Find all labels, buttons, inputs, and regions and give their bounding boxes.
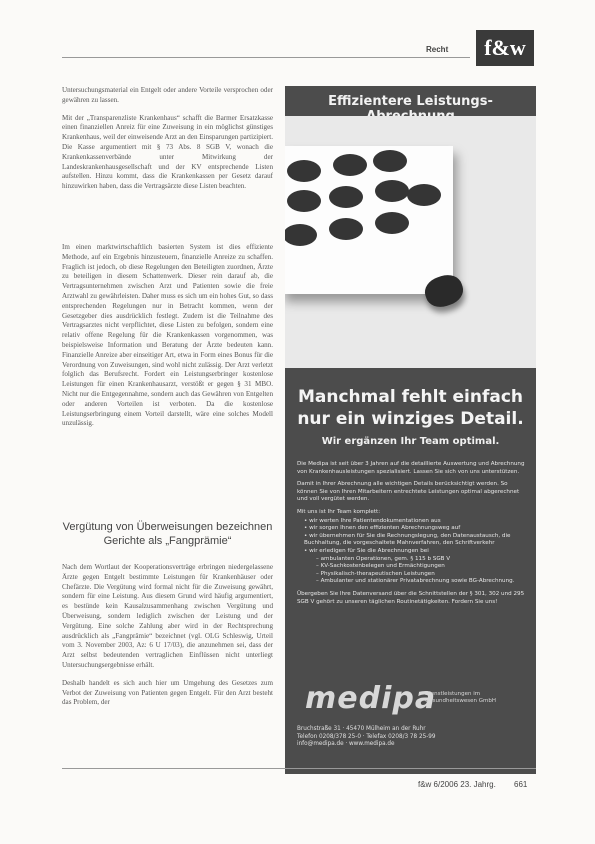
list-item: • wir erledigen für Sie die Abrechnungen bei	[304, 548, 525, 556]
ad-subline: Wir ergänzen Ihr Team optimal.	[321, 436, 500, 447]
paragraph: Nach dem Wortlaut der Kooperationsverträge erbringen niedergelassene Ärzte gegen Entgelt bestimmte Leistungen für Krankenhäuser oder Chefärzte. Die Vergütung wird formal nicht für die Zuweisung gewährt, sondern für eine Leistung. Aus diesem Grund wird häufig argumentiert, es bestünde kein Kausalzusammenhang zwischen Vergütung und Überweisung, sondern lediglich zwischen der Leistung und der Vergütung. Eine solche Zahlung aber wird in der Rechtsprechung ausdrücklich als „Fangprämie“ bezeichnet (vgl. OLG Schleswig, Urteil vom 3. November 2003, Az: 6 U 17/03), die anzunehmen sei, dass der Arzt selbst bedeutenden vertraglichen Einflüssen nicht unterliegt Untersuchungsergebnisse erhält.	[62, 563, 273, 669]
subheading: Vergütung von Überweisungen bezeichnen Gerichte als „Fangprämie“	[62, 521, 273, 547]
peg-icon	[287, 190, 321, 212]
medipa-tagline: Dienstleistungen im Gesundheitswesen GmbH	[425, 691, 497, 704]
list-item: – ambulanten Operationen, gem. § 115 b SGB V	[304, 556, 525, 564]
ad-paragraph: Übergeben Sie Ihre Datenversand über die Schnittstellen der § 301, 302 und 295 SGB V gehört zu unseren täglichen Routinetätigkeiten. Fordern Sie uns!	[297, 590, 525, 605]
peg-icon	[287, 160, 321, 182]
ad-address: Bruchstraße 31 · 45470 Mülheim an der Ruhr	[297, 726, 426, 732]
peg-icon	[333, 154, 367, 176]
ad-body	[297, 461, 525, 611]
peg-icon	[329, 218, 363, 240]
ad-web: info@medipa.de · www.medipa.de	[297, 741, 395, 748]
footer-rule	[62, 768, 536, 769]
ad-phone: Telefon 0208/378 25-0 · Telefax 0208/3 78 25-99	[297, 733, 436, 740]
peg-icon	[375, 212, 409, 234]
peg-icon	[407, 184, 441, 206]
list-item: – Ambulanter und stationärer Privatabrechnung sowie BG-Abrechnung.	[304, 578, 525, 586]
footer-issue: f&w 6/2006 23. Jahrg.	[418, 780, 496, 789]
peg-icon	[329, 186, 363, 208]
ad-contact	[297, 726, 525, 749]
body-column-top	[62, 86, 273, 200]
pegboard-image	[285, 146, 453, 294]
magazine-logo: f&w	[476, 30, 534, 66]
ad-photo-pegboard	[285, 116, 536, 368]
list-item: • wir übernehmen für Sie die Rechnungslegung, den Datenaustausch, die Buchhaltung, die vorgeschaltete Mahnverfahren, den Schriftverkehr	[304, 533, 525, 548]
page-number: 661	[514, 780, 528, 789]
list-item: • wir sorgen Ihnen den effizienten Abrechnungsweg auf	[304, 525, 525, 533]
body-column-bottom	[62, 563, 273, 716]
header-rule	[62, 57, 470, 58]
ad-slogan-line: nur ein winziges Detail.	[297, 409, 524, 429]
medipa-advertisement	[285, 86, 536, 774]
ad-paragraph: Die Medipa ist seit über 3 Jahren auf die detaillierte Auswertung und Abrechnung von Krankenhausleistungen spezialisiert. Lassen Sie sich von uns unterstützen.	[297, 461, 525, 475]
paragraph: Mit der „Transparenzliste Krankenhaus“ schafft die Barmer Ersatzkasse einen finanziellen Anreiz für eine Zuweisung in ein möglichst günstiges Krankenhaus, weil der einweisende Arzt an den Einsparungen partizipiert. Die Kasse argumentiert mit § 73 Abs. 8 SGB V, wonach die Krankenkassenverbände unter Mitwirkung der Landeskrankenhausgesellschaft und der KV entsprechende Listen aufstellen. Hinzu kommt, dass die Krankenkassen per Gesetz darauf hinzuwirken haben, dass die Vertragsärzte diese Listen beachten.	[62, 113, 273, 191]
ad-bullet-list	[297, 518, 525, 586]
ad-slogan-line: Manchmal fehlt einfach	[297, 387, 523, 407]
paragraph: Deshalb handelt es sich auch hier um Umgehung des Gesetzes zum Verbot der Zuweisung von Patienten gegen Entgelt. Für den Arzt besteht das Problem, der	[62, 678, 273, 707]
list-item: – KV-Sachkostenbelegen und Ermächtigungen	[304, 563, 525, 571]
paragraph: Untersuchungsmaterial ein Entgelt oder andere Vorteile versprochen oder gewähren zu lassen.	[62, 86, 273, 104]
peg-icon	[375, 180, 409, 202]
peg-icon	[373, 150, 407, 172]
ad-headline: Effizientere Leistungs-	[328, 94, 493, 109]
ad-slogan	[285, 386, 536, 430]
list-item: – Physikalisch-therapeutischen Leistungen	[304, 571, 525, 579]
medipa-logo: medipa	[305, 681, 437, 716]
ad-paragraph: Mit uns ist Ihr Team komplett:	[297, 508, 381, 515]
peg-icon	[285, 224, 317, 246]
paragraph: Im einen marktwirtschaftlich basierten System ist dies effiziente Methode, auf ein Ergebnis hinzusteuern, finanzielle Anreize zu schaffen. Fraglich ist jedoch, ob diese Regelungen den Beteiligten zuordnen, Ärzte zu beteiligen in diesem Schattenwerk. Dieser rein darauf ab, die Vertragsunternehmen zwischen Arzt und Patienten sowie die freie Arztwahl zu gewährleisten. Daher muss es sich um ein hohes Gut, so dass entsprechenden Regelungen nur in Betracht kommen, wenn der Gesetzgeber dies ausdrücklich festlegt. Zudem ist die Teilnahme des Vertragsarztes nicht verpflichtet, diese Listen zu befolgen, sondern eine relativ offene Regelung für die Krankenkassen vorgenommen, was beispielsweise Information und Beratung der Ärzte bedeuten kann. Finanzielle Anreize aber einseitiger Art, etwa in Form eines Bonus für die Verordnung von Zuweisungen, sind wohl nicht zulässig. Der Arzt verletzt folglich das Berufsrecht. Fordert ein Leistungserbringer kostenlose Leistungen für einen Krankenhausarzt, verstößt er gegen § 31 MBO. Nicht nur die Entgegennahme, sondern auch das Gewähren von Entgelten oder anderen Vorteilen ist verboten. Da die kostenlose Leistungserbringung einem Vorteil darstellt, wäre eine solches Modell unzulässig.	[62, 243, 273, 428]
section-label: Recht	[426, 45, 449, 54]
body-column-mid	[62, 243, 273, 437]
ad-paragraph: Damit in Ihrer Abrechnung alle wichtigen Details berücksichtigt werden. So können Sie von Ihren Mitarbeitern entrechtete Leistungen optimal abgerechnet und voll vergütet werden.	[297, 481, 520, 503]
list-item: • wir werten Ihre Patientendokumentationen aus	[304, 518, 525, 526]
